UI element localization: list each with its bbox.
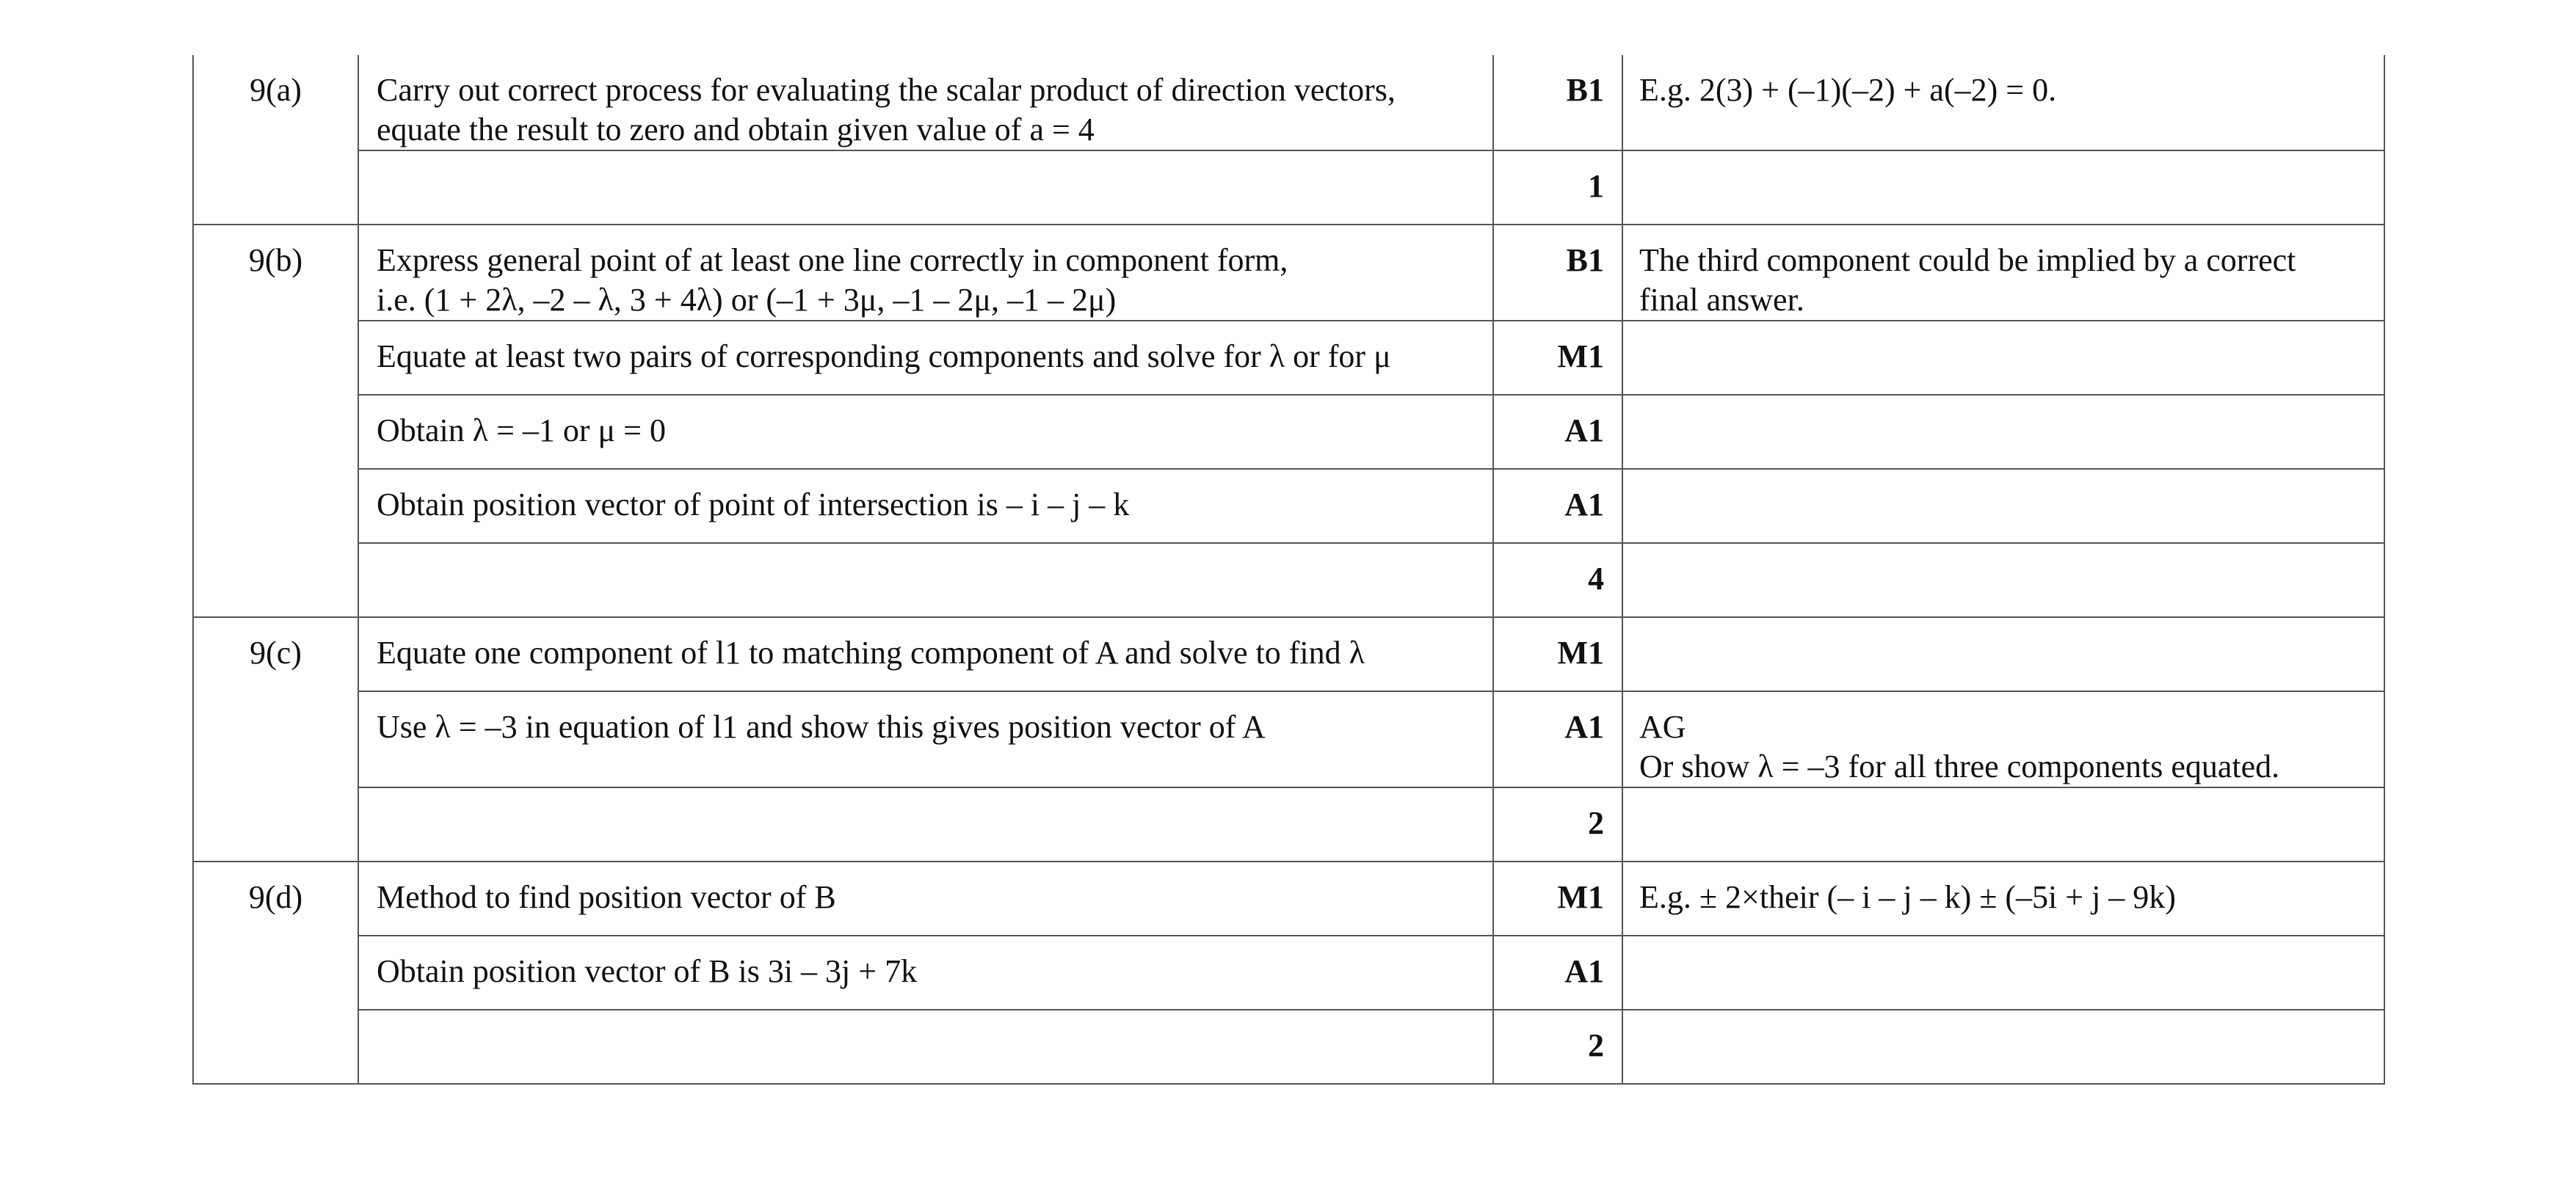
guidance-text: AG [1639, 709, 1686, 745]
answer-text: Equate one component of l1 to matching component of A and solve to find λ [377, 635, 1365, 671]
answer-cell [358, 787, 1493, 862]
mark-cell [1493, 321, 1622, 395]
mark-cell [1493, 469, 1622, 543]
answer-text: Equate at least two pairs of corresponding components and solve for λ or for μ [377, 338, 1391, 374]
answer-cell [358, 395, 1493, 469]
total-mark-cell [1493, 787, 1622, 862]
total-mark: 4 [1588, 561, 1604, 597]
mark: A1 [1564, 487, 1604, 522]
mark-scheme-table [192, 55, 2385, 1085]
table-row [193, 395, 2384, 469]
guidance-cell [1622, 225, 2384, 321]
table-row [193, 55, 2384, 150]
guidance-cell [1622, 150, 2384, 225]
table-row [193, 543, 2384, 617]
guidance-text: E.g. 2(3) + (–1)(–2) + a(–2) = 0. [1639, 72, 2057, 108]
question-number: 9(d) [248, 879, 303, 915]
guidance-cell [1622, 691, 2384, 787]
mark-cell [1493, 862, 1622, 936]
question-number-cell [193, 617, 358, 862]
question-number: 9(b) [248, 242, 303, 278]
answer-cell [358, 617, 1493, 691]
answer-cell [358, 691, 1493, 787]
guidance-text: The third component could be implied by a correct [1639, 242, 2296, 278]
answer-cell [358, 543, 1493, 617]
mark-cell [1493, 55, 1622, 150]
answer-cell [358, 225, 1493, 321]
mark: B1 [1566, 72, 1604, 108]
question-number-cell [193, 55, 358, 225]
total-mark-cell [1493, 1010, 1622, 1084]
table-row [193, 321, 2384, 395]
table-row [193, 469, 2384, 543]
answer-text: Obtain λ = –1 or μ = 0 [377, 412, 666, 448]
question-number: 9(a) [250, 72, 302, 108]
mark: B1 [1566, 242, 1604, 278]
answer-text: Obtain position vector of point of intersection is – i – j – k [377, 487, 1130, 522]
guidance-text: Or show λ = –3 for all three components equated. [1639, 749, 2280, 784]
answer-cell [358, 1010, 1493, 1084]
answer-text: Use λ = –3 in equation of l1 and show this gives position vector of A [377, 709, 1266, 745]
mark-cell [1493, 395, 1622, 469]
guidance-text: final answer. [1639, 282, 1804, 318]
mark: M1 [1557, 338, 1604, 374]
guidance-cell [1622, 395, 2384, 469]
mark: M1 [1557, 635, 1604, 671]
total-mark-cell [1493, 150, 1622, 225]
total-mark: 2 [1588, 805, 1604, 841]
mark: A1 [1564, 953, 1604, 989]
mark-cell [1493, 936, 1622, 1010]
answer-text: Method to find position vector of B [377, 879, 836, 915]
answer-cell [358, 321, 1493, 395]
table-row [193, 862, 2384, 936]
total-mark: 2 [1588, 1027, 1604, 1063]
answer-cell [358, 469, 1493, 543]
guidance-cell [1622, 617, 2384, 691]
answer-cell [358, 55, 1493, 150]
guidance-cell [1622, 543, 2384, 617]
guidance-cell [1622, 862, 2384, 936]
answer-text: Express general point of at least one line correctly in component form, [377, 242, 1288, 278]
total-mark: 1 [1588, 168, 1604, 204]
guidance-cell [1622, 787, 2384, 862]
guidance-cell [1622, 936, 2384, 1010]
mark-cell [1493, 691, 1622, 787]
guidance-cell [1622, 469, 2384, 543]
guidance-cell [1622, 1010, 2384, 1084]
mark: A1 [1564, 709, 1604, 745]
question-number-cell [193, 862, 358, 1084]
total-mark-cell [1493, 543, 1622, 617]
guidance-cell [1622, 321, 2384, 395]
table-row [193, 691, 2384, 787]
question-number-cell [193, 225, 358, 617]
table-row [193, 225, 2384, 321]
mark: M1 [1557, 879, 1604, 915]
table-row [193, 787, 2384, 862]
mark-cell [1493, 617, 1622, 691]
answer-text: Carry out correct process for evaluating the scalar product of direction vectors, [377, 72, 1396, 108]
guidance-text: E.g. ± 2×their (– i – j – k) ± (–5i + j – 9k) [1639, 879, 2176, 915]
answer-text: equate the result to zero and obtain given value of a = 4 [377, 112, 1095, 148]
mark: A1 [1564, 412, 1604, 448]
table-row [193, 150, 2384, 225]
answer-cell [358, 936, 1493, 1010]
table-row [193, 1010, 2384, 1084]
mark-cell [1493, 225, 1622, 321]
table-row [193, 936, 2384, 1010]
table-row [193, 617, 2384, 691]
guidance-cell [1622, 55, 2384, 150]
answer-text: i.e. (1 + 2λ, –2 – λ, 3 + 4λ) or (–1 + 3μ, –1 – 2μ, –1 – 2μ) [377, 282, 1117, 318]
answer-cell [358, 150, 1493, 225]
question-number: 9(c) [250, 635, 302, 671]
answer-cell [358, 862, 1493, 936]
answer-text: Obtain position vector of B is 3i – 3j + 7k [377, 953, 918, 989]
